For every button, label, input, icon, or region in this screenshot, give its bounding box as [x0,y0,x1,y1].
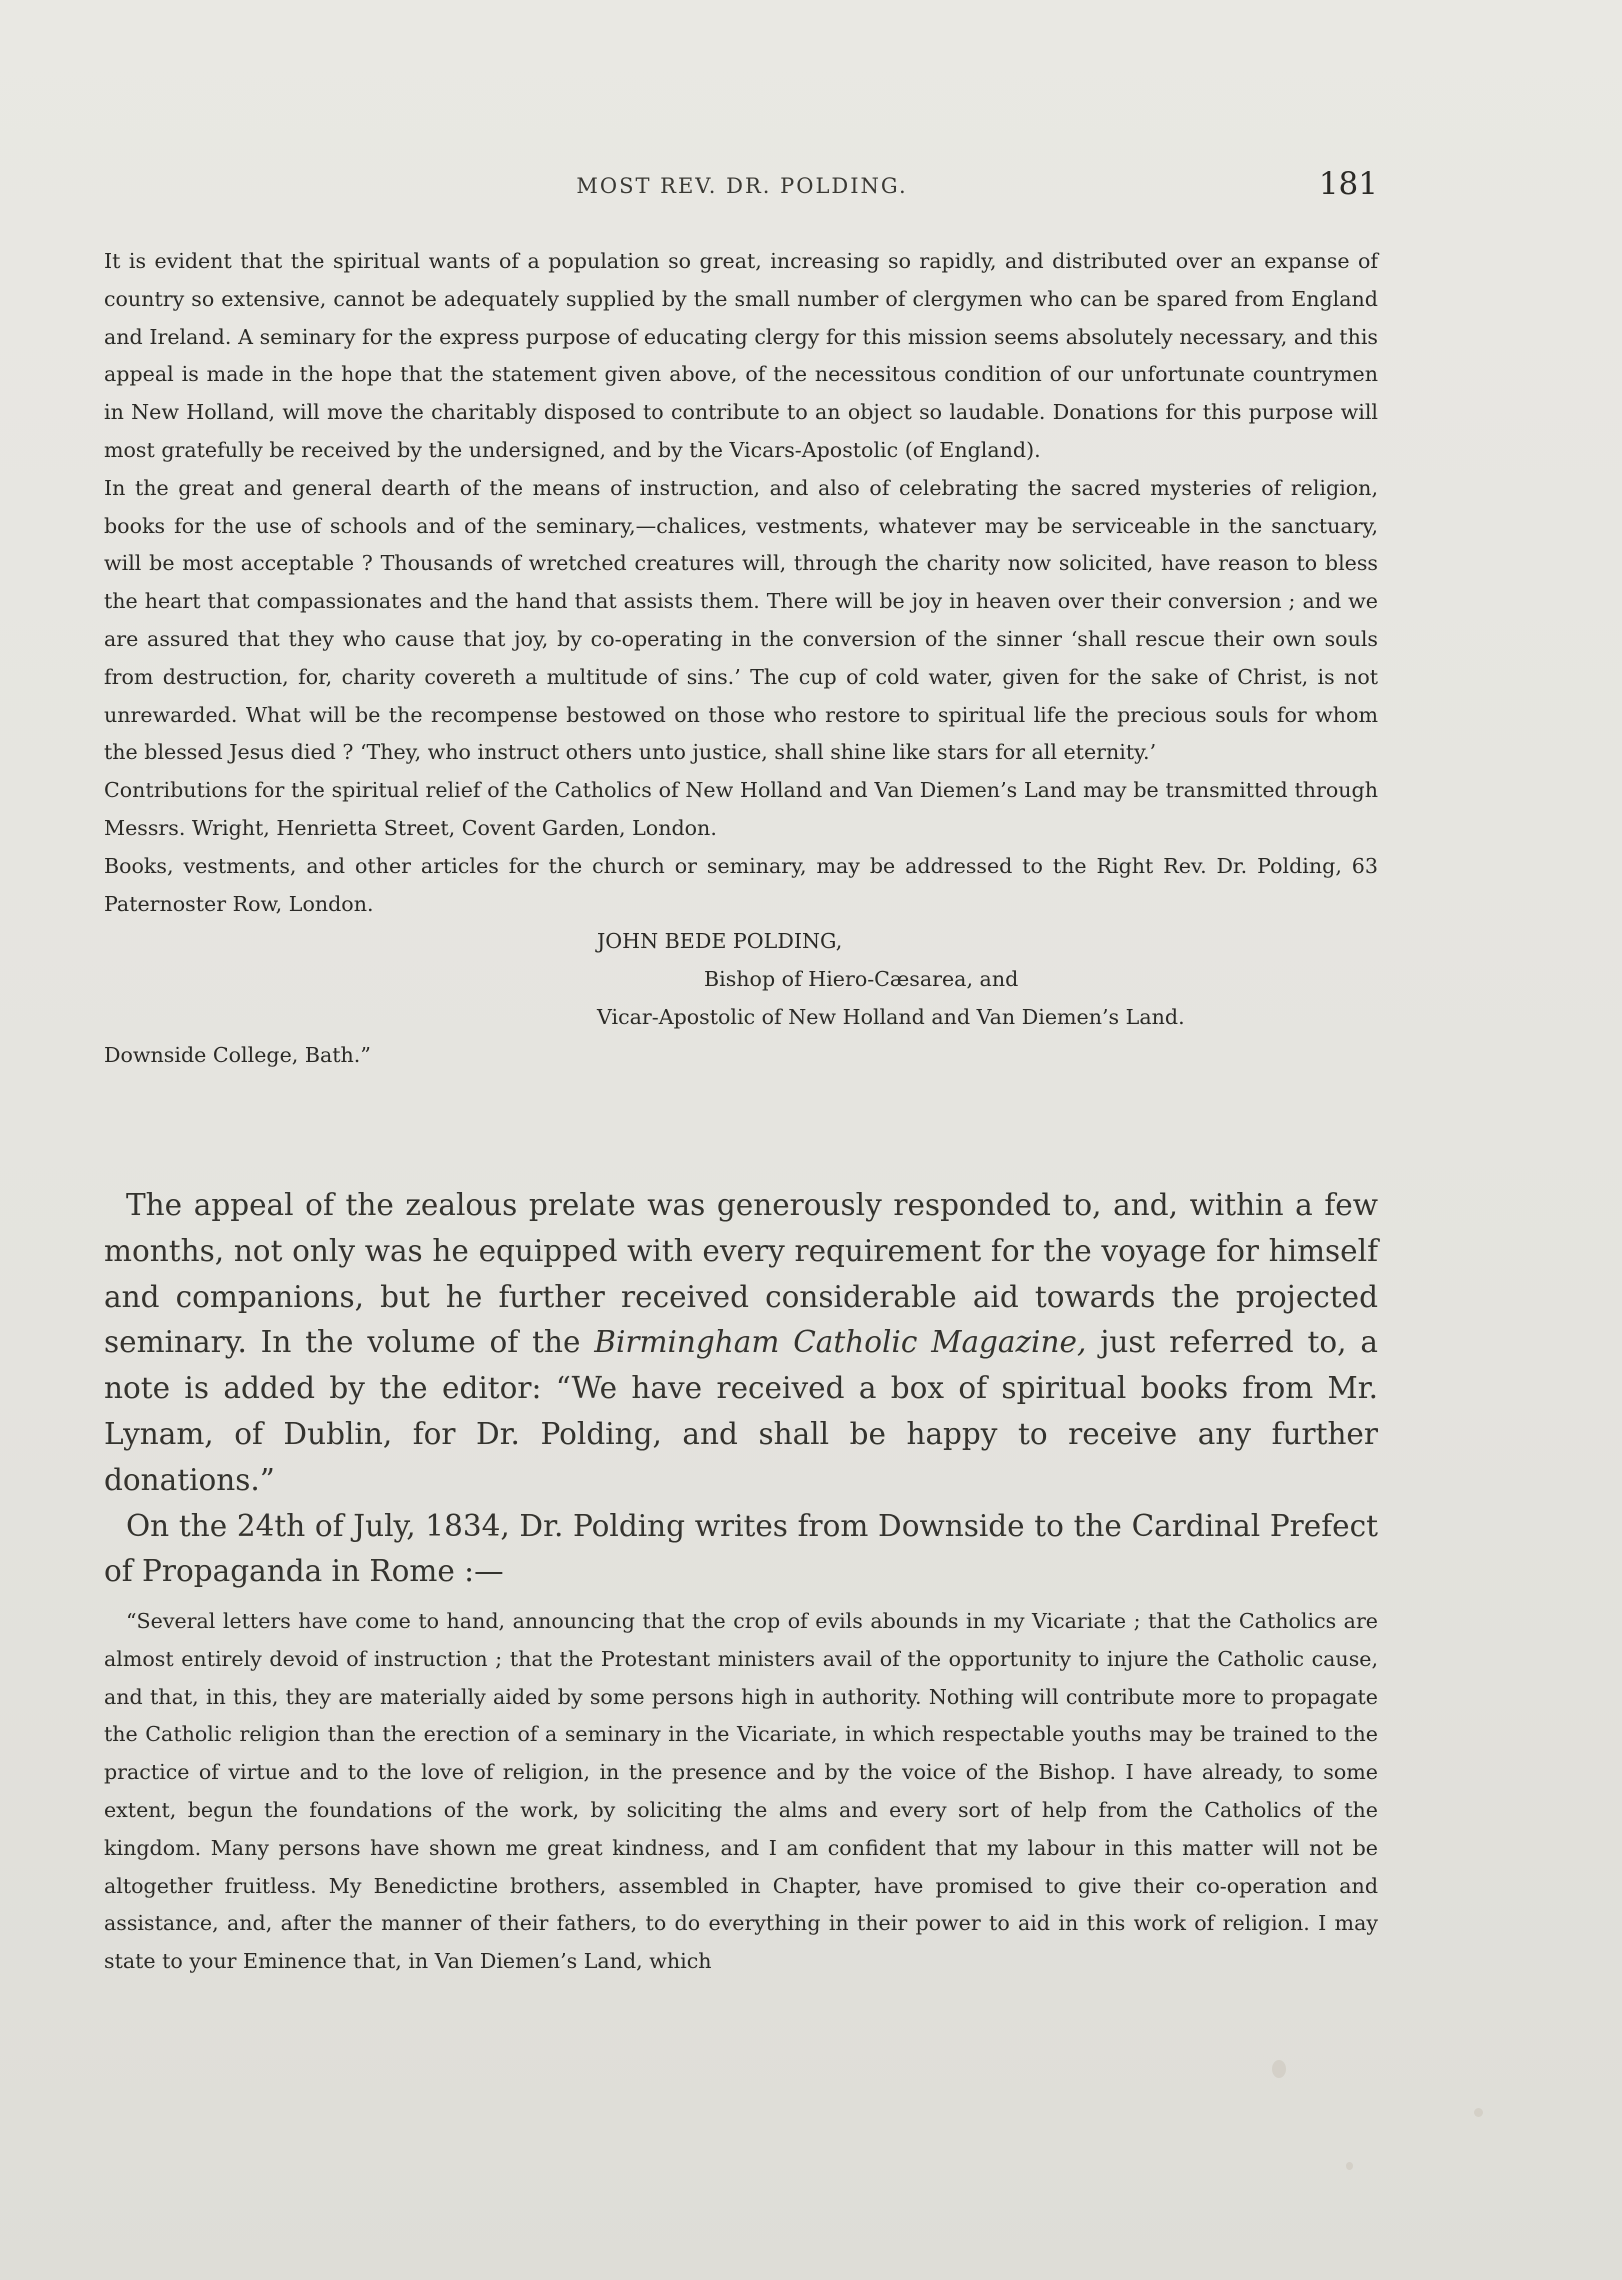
narrative-p1-before: The appeal of the zealous prelate was generously responded to, and, within a few months, not only was he equipped with every requirement for the voyage for himself and companions, but he further received considerable aid towards the projected seminary. In the volume of the [104,1188,1378,1360]
signature-title-2: Vicar-Apostolic of New Holland and Van Diemen’s Land. [597,1004,1185,1029]
appeal-paragraph-1-text: It is evident that the spiritual wants of a population so great, increasing so rapidly, and distributed over an expanse of country so extensive, cannot be adequately supplied by the small number of clergymen who can be spared from England and Ireland. A seminary for the express purpose of educating clergy for this mission seems absolutely necessary, and this appeal is made in the hope that the statement given above, of the necessitous condition of our unfortunate countrymen in New Holland, will move the charitably disposed to contribute to an object so laudable. Donations for this purpose will most gratefully be received by the undersigned, and by the Vicars-Apostolic (of England). [104,249,1378,462]
signature-place: Downside College, Bath.” [104,1042,371,1067]
appeal-paragraph-4: Books, vestments, and other articles for the church or seminary, may be addressed to the Right Rev. Dr. Polding, 63 Paternoster Row, London. [104,853,1378,916]
appeal-section [104,243,1378,1075]
signature-name: JOHN BEDE POLDING, [597,929,843,954]
paper-blemish [1346,2162,1353,2170]
running-head [106,166,1378,206]
appeal-paragraph-3: Contributions for the spiritual relief of the Catholics of New Holland and Van Diemen’s Land may be transmitted through Messrs. Wright, Henrietta Street, Covent Garden, London. [104,778,1378,840]
narrative-paragraph-1 [104,1183,1378,1504]
signature-title-1: Bishop of Hiero-Cæsarea, and [704,967,1019,992]
paper-blemish [1272,2060,1286,2078]
page-number: 181 [1318,166,1378,202]
running-title: MOST REV. DR. POLDING. [576,174,908,198]
letter-section [104,1603,1378,1981]
narrative-p1-after: just referred to, a note is added by the editor: “We have received a box of spiritual books from Mr. Lynam, of Dublin, for Dr. Polding, and shall be happy to receive any further donations.” [104,1325,1378,1497]
appeal-paragraph-2: In the great and general dearth of the means of instruction, and also of celebrating the sacred mysteries of religion, books for the use of schools and of the seminary,—chalices, vestments, whatever may be serviceable in the sanctuary, will be most acceptable ? Thousands of wretched creatures will, through the charity now solicited, have reason to bless the heart that compassionates and the hand that assists them. There will be joy in heaven over their conversion ; and we are assured that they who cause that joy, by co-operating in the conversion of the sinner ‘shall rescue their own souls from destruction, for, charity covereth a multitude of sins.’ The cup of cold water, given for the sake of Christ, is not unrewarded. What will be the recompense bestowed on those who restore to spiritual life the precious souls for whom the blessed Jesus died ? ‘They, who instruct others unto justice, shall shine like stars for all eternity.’ [104,475,1378,765]
paper-blemish [1474,2108,1483,2117]
appeal-paragraph-1 [104,243,1378,470]
narrative-section [104,1183,1378,1595]
letter-paragraph: “Several letters have come to hand, announcing that the crop of evils abounds in my Vicariate ; that the Catholics are almost entirely devoid of instruction ; that the Protestant ministers avail of the opportunity to injure the Catholic cause, and that, in this, they are materially aided by some persons high in authority. Nothing will contribute more to propagate the Catholic religion than the erection of a seminary in the Vicariate, in which respectable youths may be trained to the practice of virtue and to the love of religion, in the presence and by the voice of the Bishop. I have already, to some extent, begun the foundations of the work, by soliciting the alms and every sort of help from the Catholics of the kingdom. Many persons have shown me great kindness, and I am confident that my labour in this matter will not be altogether fruitless. My Benedictine brothers, assembled in Chapter, have promised to give their co-operation and assistance, and, after the manner of their fathers, to do everything in their power to aid in this work of religion. I may state to your Eminence that, in Van Diemen’s Land, which [104,1609,1378,1974]
magazine-title: Birmingham Catholic Magazine, [594,1325,1087,1360]
narrative-paragraph-2: On the 24th of July, 1834, Dr. Polding writes from Downside to the Cardinal Prefect of Propaganda in Rome :— [104,1508,1378,1589]
